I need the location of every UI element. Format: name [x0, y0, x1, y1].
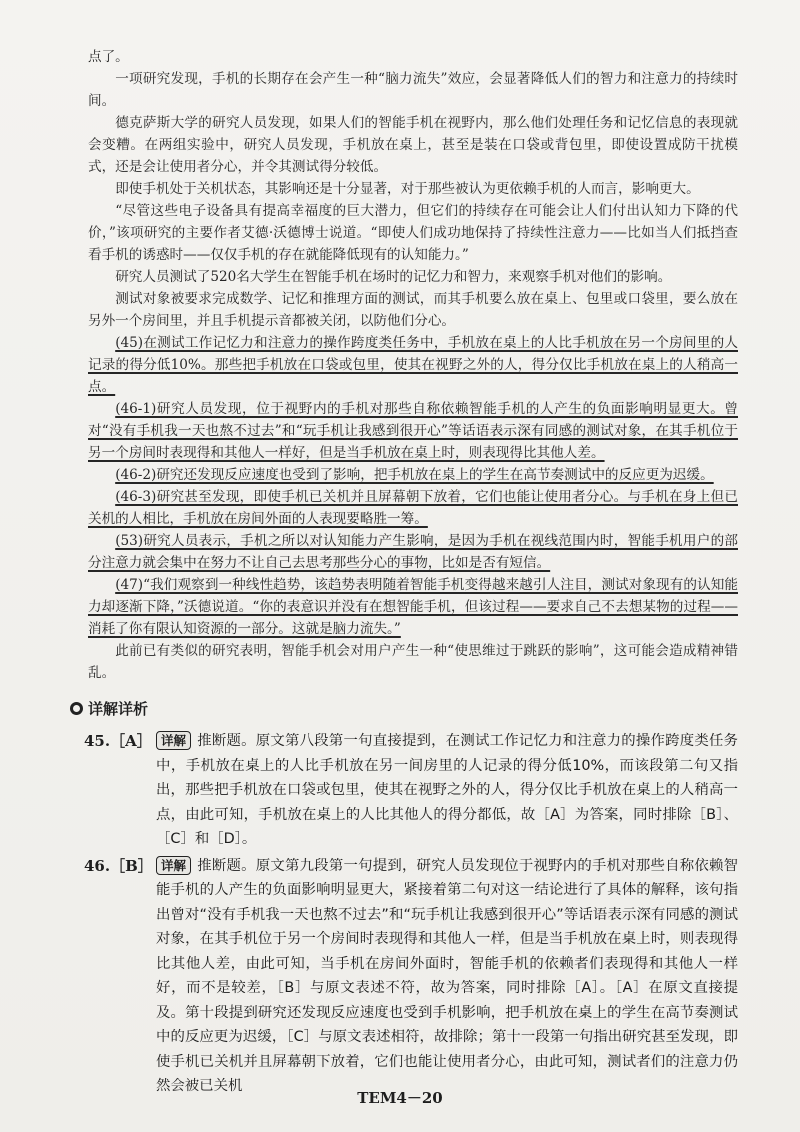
passage-paragraph: 即使手机处于关机状态，其影响还是十分显著，对于那些被认为更依赖手机的人而言，影响更大。 — [115, 181, 700, 197]
section-title: 详解详析 — [88, 700, 149, 718]
answer-item — [84, 729, 738, 852]
passage-paragraph: “尽管这些电子设备具有提高幸福度的巨大潜力，但它们的持续存在可能会让人们付出认知力下降的代价，”该项研究的主要作者艾德·沃德博士说道。“即使人们成功地保持了持续性注意力——比如当人们抵挡查看手机的诱惑时——仅仅手机的存在就能降低现有的认知能力。” — [88, 203, 738, 263]
passage-paragraph-q46-1: (46-1)研究人员发现，位于视野内的手机对那些自称依赖智能手机的人产生的负面影响明显更大。曾对“没有手机我一天也熬不过去”和“玩手机让我感到很开心”等话语表示深有同感的测试对象，在其手机位于另一个房间时表现得和其他人一样好，但是当手机放在桌上时，则表现得比其他人差。 — [88, 401, 738, 461]
explanation-badge: 详解 — [156, 856, 191, 875]
passage-paragraph-q47: (47)“我们观察到一种线性趋势，该趋势表明随着智能手机变得越来越引人注目，测试对象现有的认知能力却逐渐下降，”沃德说道。“你的表意识并没有在想智能手机，但该过程——要求自己不去想某物的过程——消耗了你有限认知资源的一部分。这就是脑力流失。” — [88, 577, 738, 637]
section-heading — [70, 698, 738, 719]
passage-paragraph: 一项研究发现，手机的长期存在会产生一种“脑力流失”效应，会显著降低人们的智力和注意力的持续时间。 — [88, 71, 738, 109]
answer-item — [84, 854, 738, 1099]
explanation-badge: 详解 — [156, 731, 191, 750]
passage-paragraph-q46-3: (46-3)研究甚至发现，即使手机已关机并且屏幕朝下放着，它们也能让使用者分心。与手机在身上但已关机的人相比，手机放在房间外面的人表现要略胜一筹。 — [88, 489, 738, 527]
passage-paragraph: 研究人员测试了520名大学生在智能手机在场时的记忆力和智力，来观察手机对他们的影响。 — [115, 269, 672, 285]
answer-body — [156, 729, 738, 852]
answer-number: 46.［B］ — [84, 856, 153, 875]
passage-paragraph: 此前已有类似的研究表明，智能手机会对用户产生一种“使思维过于跳跃的影响”，这可能会造成精神错乱。 — [88, 643, 738, 681]
answer-body — [156, 854, 738, 1099]
passage — [88, 46, 738, 684]
passage-paragraph: 点了。 — [88, 49, 129, 65]
passage-paragraph-q46-2: (46-2)研究还发现反应速度也受到了影响，把手机放在桌上的学生在高节奏测试中的反应更为迟缓。 — [115, 467, 714, 483]
answer-number: 45.［A］ — [84, 732, 152, 750]
answer-text: 推断题。原文第八段第一句直接提到，在测试工作记忆力和注意力的操作跨度类任务中，手机放在桌上的人比手机放在另一间房里的人记录的得分低10%，而该段第二句又指出，那些把手机放在口袋或包里，使其在视野之外的人，得分仅比手机放在桌上的人稍高一点，由此可知，手机放在桌上的人比其他人的得分都低，故［A］为答案，同时排除［B］、［C］和［D］。 — [156, 733, 738, 847]
answer-text: 推断题。原文第九段第一句提到，研究人员发现位于视野内的手机对那些自称依赖智能手机的人产生的负面影响明显更大，紧接着第二句对这一结论进行了具体的解释，该句指出曾对“没有手机我一天也熬不过去”和“玩手机让我感到很开心”等话语表示深有同感的测试对象，在其手机位于另一个房间时表现得和其他人一样，但是当手机放在桌上时，则表现得比其他人差，由此可知，当手机在房间外面时，智能手机的依赖者们表现得和其他人一样好，而不是较差，［B］与原文表述不符，故为答案，同时排除［A］。［A］在原文直接提及。第十段提到研究还发现反应速度也受到手机影响，把手机放在桌上的学生在高节奏测试中的反应更为迟缓，［C］与原文表述相符，故排除；第十一段第一句指出研究甚至发现，即使手机已关机并且屏幕朝下放着，它们也能让使用者分心，由此可知，测试者们的注意力仍然会被已关机 — [156, 857, 738, 1094]
answer-explanations — [84, 729, 738, 1099]
page-footer: TEM4－20 — [357, 1089, 443, 1107]
passage-paragraph: 测试对象被要求完成数学、记忆和推理方面的测试，而其手机要么放在桌上、包里或口袋里，要么放在另外一个房间里，并且手机提示音都被关闭，以防他们分心。 — [88, 291, 738, 329]
passage-paragraph-q45: (45)在测试工作记忆力和注意力的操作跨度类任务中，手机放在桌上的人比手机放在另一个房间里的人记录的得分低10%。那些把手机放在口袋或包里，使其在视野之外的人，得分仅比手机放在桌上的人稍高一点。 — [88, 335, 738, 395]
circle-bullet-icon — [70, 702, 83, 715]
passage-paragraph-q53: (53)研究人员表示，手机之所以对认知能力产生影响，是因为手机在视线范围内时，智能手机用户的部分注意力就会集中在努力不让自己去思考那些分心的事物，比如是否有短信。 — [88, 533, 738, 571]
passage-paragraph: 德克萨斯大学的研究人员发现，如果人们的智能手机在视野内，那么他们处理任务和记忆信息的表现就会变糟。在两组实验中，研究人员发现，手机放在桌上，甚至是装在口袋或背包里，即使设置成防干扰模式，还是会让使用者分心，并令其测试得分较低。 — [88, 115, 738, 175]
